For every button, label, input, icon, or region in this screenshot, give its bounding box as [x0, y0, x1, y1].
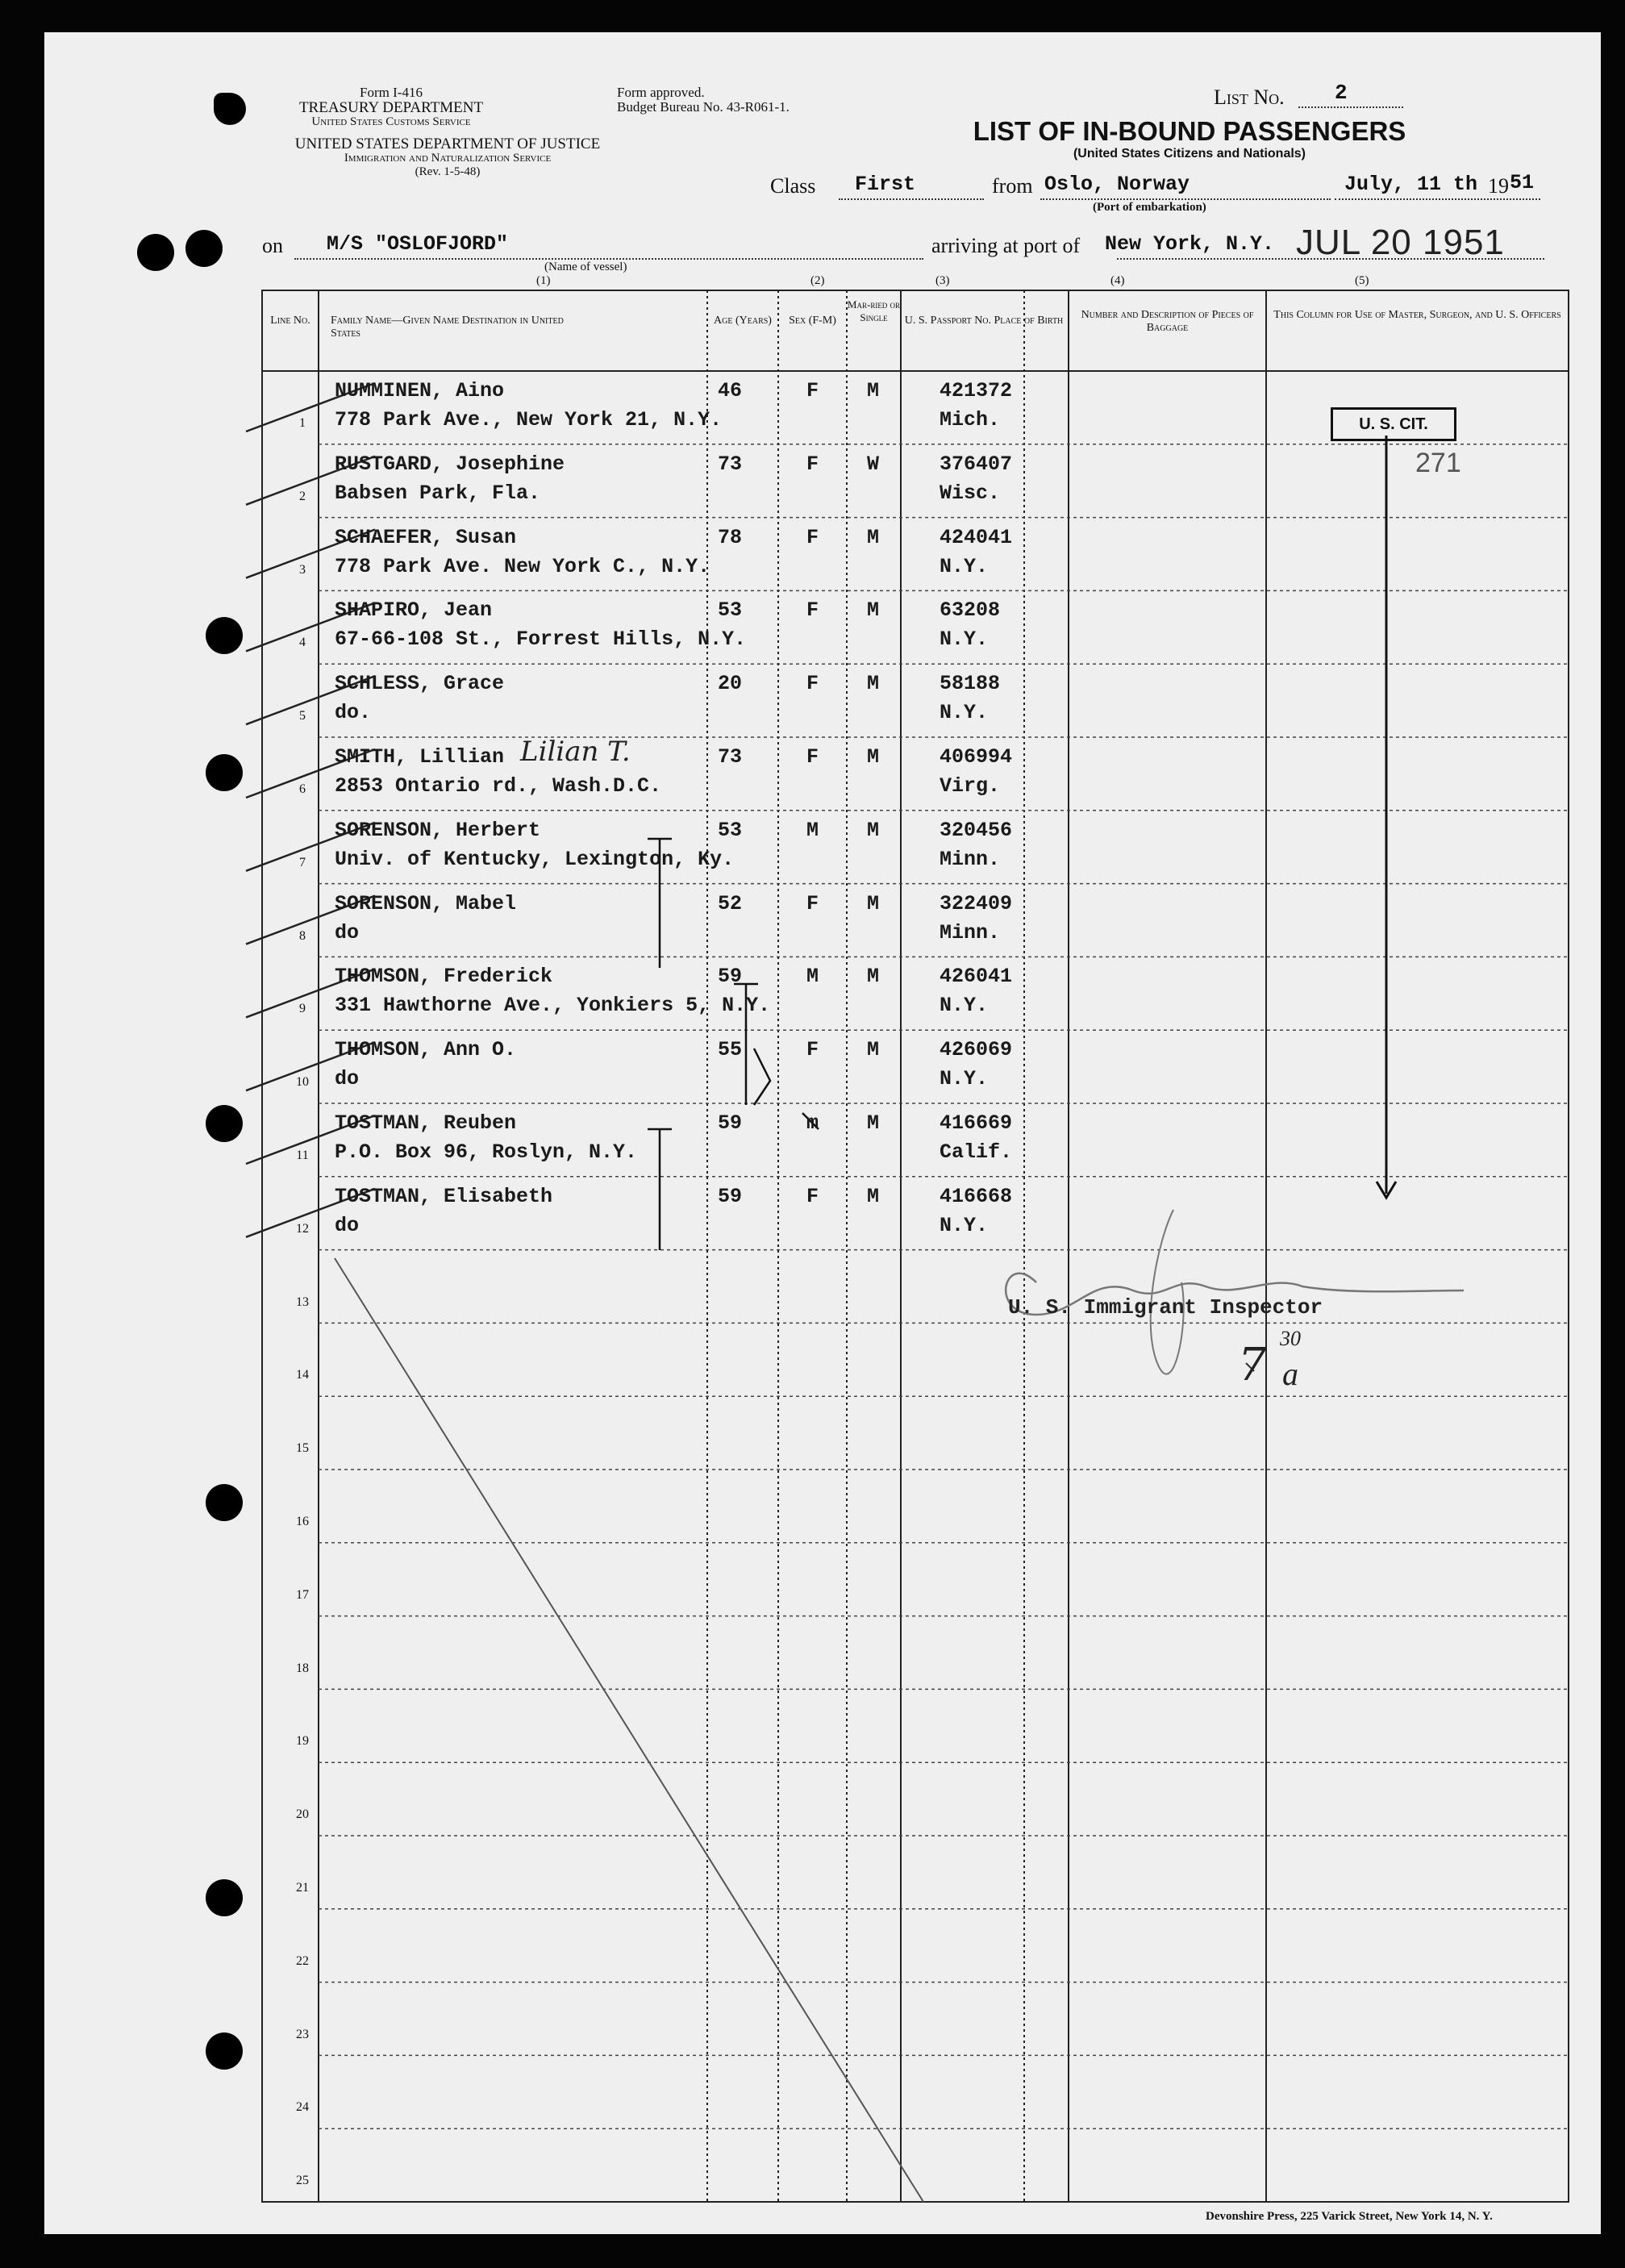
punch-hole — [206, 2032, 243, 2070]
arriving-label: arriving at port of — [931, 234, 1081, 257]
line-number: 12 — [296, 1221, 309, 1236]
passport-number: 416669 — [940, 1111, 1013, 1135]
passenger-sex: m — [806, 1111, 819, 1135]
passport-number: 426041 — [940, 965, 1013, 989]
ins-service: Immigration and Naturalization Service — [344, 152, 552, 165]
passenger-marital: M — [867, 1038, 880, 1062]
passport-number: 421372 — [940, 379, 1013, 402]
passenger-name: SCHAEFER, Susan — [335, 525, 517, 549]
col-header-name: Family Name—Given Name Destination in United States — [331, 315, 564, 340]
col-header-sex: Sex (F-M) — [789, 315, 836, 327]
revision: (Rev. 1-5-48) — [415, 165, 481, 178]
passenger-age: 52 — [718, 891, 743, 915]
col-num-1: (1) — [536, 274, 551, 287]
passenger-age: 73 — [718, 745, 743, 769]
place-of-birth: Mich. — [940, 408, 1001, 432]
col-num-3: (3) — [935, 274, 950, 287]
printer-imprint: Devonshire Press, 225 Varick Street, New York 14, N. Y. — [1206, 2210, 1493, 2223]
passenger-destination: 67-66-108 St., Forrest Hills, N.Y. — [335, 627, 747, 652]
passenger-marital: M — [867, 1111, 880, 1135]
line-number: 5 — [299, 709, 306, 723]
time-note: 7 — [1238, 1339, 1267, 1391]
customs-service: United States Customs Service — [311, 115, 471, 128]
line-number: 8 — [299, 928, 306, 943]
vessel-name: M/S "OSLOFJORD" — [327, 232, 509, 256]
place-of-birth: Calif. — [940, 1140, 1013, 1164]
passenger-name: RUSTGARD, Josephine — [335, 452, 565, 476]
passport-number: 322409 — [940, 891, 1013, 915]
form-subtitle: (United States Citizens and Nationals) — [1073, 147, 1306, 161]
passenger-sex: F — [806, 745, 819, 769]
stamp-number: 271 — [1415, 448, 1461, 478]
passenger-marital: M — [867, 379, 880, 402]
passenger-age: 46 — [718, 379, 743, 402]
list-label: List No. — [1214, 85, 1285, 109]
passport-number: 416668 — [940, 1184, 1013, 1208]
punch-hole — [206, 1105, 243, 1142]
form-approved: Form approved. — [617, 85, 705, 100]
place-of-birth: N.Y. — [940, 627, 989, 652]
passenger-sex: F — [806, 672, 819, 696]
list-number: 2 — [1335, 81, 1348, 105]
place-of-birth: N.Y. — [940, 994, 989, 1018]
line-number: 14 — [296, 1368, 309, 1382]
col-num-2: (2) — [810, 274, 825, 287]
class-label: Class — [770, 174, 816, 198]
budget-bureau: Budget Bureau No. 43-R061-1. — [617, 99, 790, 115]
passenger-age: 59 — [718, 1184, 743, 1208]
place-of-birth: Minn. — [940, 847, 1001, 871]
passport-number: 376407 — [940, 452, 1013, 476]
passenger-name: SHAPIRO, Jean — [335, 598, 493, 623]
passport-number: 63208 — [940, 598, 1001, 623]
punch-hole — [206, 754, 243, 791]
line-number: 25 — [296, 2174, 309, 2188]
us-citizen-stamp: U. S. CIT. — [1331, 407, 1456, 441]
line-number: 17 — [296, 1587, 309, 1602]
line-number: 13 — [296, 1295, 309, 1309]
place-of-birth: N.Y. — [940, 701, 989, 725]
col-num-5: (5) — [1355, 274, 1369, 287]
line-number: 22 — [296, 1953, 309, 1968]
line-number: 24 — [296, 2100, 309, 2115]
line-number: 19 — [296, 1734, 309, 1749]
arrival-date-stamp: JUL 20 1951 — [1296, 223, 1505, 262]
col-header-officers: This Column for Use of Master, Surgeon, and U. S. Officers — [1273, 309, 1561, 321]
passenger-sex: F — [806, 452, 819, 476]
line-number: 1 — [299, 416, 306, 430]
passenger-destination: 778 Park Ave. New York C., N.Y. — [335, 554, 710, 578]
class-value: First — [855, 173, 916, 196]
passenger-age: 20 — [718, 672, 743, 696]
col-header-age: Age (Years) — [714, 315, 772, 327]
passenger-sex: F — [806, 1038, 819, 1062]
passenger-destination: 2853 Ontario rd., Wash.D.C. — [335, 774, 662, 798]
passenger-destination: Babsen Park, Fla. — [335, 481, 541, 505]
year-prefix: 19 — [1488, 174, 1509, 198]
line-number: 15 — [296, 1441, 309, 1456]
passport-number: 320456 — [940, 818, 1013, 842]
place-of-birth: N.Y. — [940, 1067, 989, 1091]
line-number: 21 — [296, 1881, 309, 1895]
passenger-destination: do — [335, 1213, 360, 1237]
passenger-marital: M — [867, 672, 880, 696]
passenger-sex: F — [806, 379, 819, 402]
col-header-passport: U. S. Passport No. Place of Birth — [904, 315, 1064, 327]
passenger-name: NUMMINEN, Aino — [335, 379, 505, 402]
passport-number: 426069 — [940, 1038, 1013, 1062]
passenger-destination: 778 Park Ave., New York 21, N.Y. — [335, 408, 723, 432]
passenger-name: SCHLESS, Grace — [335, 672, 505, 696]
col-header-married: Mar-ried or Single — [847, 298, 901, 323]
passenger-destination: P.O. Box 96, Roslyn, N.Y. — [335, 1140, 638, 1164]
passenger-marital: M — [867, 745, 880, 769]
passenger-destination: Univ. of Kentucky, Lexington, Ky. — [335, 847, 735, 871]
punch-hole — [206, 617, 243, 654]
passenger-marital: M — [867, 818, 880, 842]
place-of-birth: Virg. — [940, 774, 1001, 798]
time-note-suffix: a — [1282, 1356, 1298, 1392]
col-num-4: (4) — [1110, 274, 1125, 287]
time-note-sup: 30 — [1280, 1327, 1301, 1350]
port-embark-caption: (Port of embarkation) — [1093, 201, 1206, 214]
line-number: 3 — [299, 562, 306, 577]
place-of-birth: Wisc. — [940, 481, 1001, 505]
treasury-dept: TREASURY DEPARTMENT — [298, 99, 484, 116]
passenger-name: THOMSON, Ann O. — [335, 1038, 517, 1062]
line-number: 6 — [299, 782, 306, 796]
place-of-birth: N.Y. — [940, 1213, 989, 1237]
line-number: 4 — [299, 636, 306, 650]
year-value: 51 — [1510, 171, 1535, 194]
passenger-marital: M — [867, 965, 880, 989]
passenger-destination: do — [335, 920, 360, 944]
place-of-birth: Minn. — [940, 920, 1001, 944]
form-number: Form I-416 — [360, 85, 423, 100]
passenger-name: TOSTMAN, Elisabeth — [335, 1184, 553, 1208]
line-number: 20 — [296, 1807, 309, 1822]
on-label: on — [262, 234, 283, 257]
passenger-destination: do — [335, 1067, 360, 1091]
passenger-marital: W — [867, 452, 880, 476]
passenger-age: 59 — [718, 1111, 743, 1135]
line-number: 18 — [296, 1661, 309, 1675]
table-grid — [44, 32, 1601, 2234]
col-header-line: Line No. — [270, 315, 310, 327]
passenger-sex: M — [806, 965, 819, 989]
line-number: 23 — [296, 2027, 309, 2041]
arrival-port: New York, N.Y. — [1105, 232, 1275, 256]
passenger-name: SMITH, Lillian — [335, 745, 505, 769]
passport-number: 424041 — [940, 525, 1013, 549]
passenger-name: SORENSON, Herbert — [335, 818, 541, 842]
torn-corner — [214, 93, 246, 125]
passenger-marital: M — [867, 1184, 880, 1208]
doj: UNITED STATES DEPARTMENT OF JUSTICE — [294, 135, 601, 152]
date-value: July, 11 th — [1344, 173, 1478, 196]
punch-hole — [206, 1879, 243, 1916]
passenger-name: SORENSON, Mabel — [335, 891, 517, 915]
passport-number: 58188 — [940, 672, 1001, 696]
punch-hole — [137, 234, 174, 271]
form-title: LIST OF IN-BOUND PASSENGERS — [973, 116, 1406, 146]
line-number: 16 — [296, 1515, 309, 1528]
line-number: 2 — [299, 489, 306, 503]
passenger-sex: F — [806, 598, 819, 623]
punch-hole — [185, 230, 223, 267]
vessel-caption: (Name of vessel) — [544, 261, 627, 273]
passenger-sex: F — [806, 891, 819, 915]
passenger-age: 73 — [718, 452, 743, 476]
passenger-destination: 331 Hawthorne Ave., Yonkiers 5, N.Y. — [335, 994, 771, 1018]
place-of-birth: N.Y. — [940, 554, 989, 578]
passenger-name: THOMSON, Frederick — [335, 965, 553, 989]
passport-number: 406994 — [940, 745, 1013, 769]
passenger-sex: F — [806, 525, 819, 549]
passenger-sex: F — [806, 1184, 819, 1208]
passenger-age: 55 — [718, 1038, 743, 1062]
handwritten-name-correction: Lilian T. — [520, 736, 631, 768]
passenger-age: 78 — [718, 525, 743, 549]
passenger-age: 53 — [718, 598, 743, 623]
line-number: 9 — [299, 1002, 306, 1016]
passenger-age: 53 — [718, 818, 743, 842]
passenger-marital: M — [867, 891, 880, 915]
passenger-age: 59 — [718, 965, 743, 989]
passenger-marital: M — [867, 598, 880, 623]
passenger-name: TOSTMAN, Reuben — [335, 1111, 517, 1135]
passenger-destination: do. — [335, 701, 372, 725]
line-number: 7 — [299, 855, 306, 869]
punch-hole — [206, 1484, 243, 1521]
passenger-sex: M — [806, 818, 819, 842]
col-header-baggage: Number and Description of Pieces of Baggage — [1081, 309, 1254, 334]
line-number: 10 — [296, 1075, 309, 1090]
manifest-page — [44, 32, 1601, 2234]
passenger-marital: M — [867, 525, 880, 549]
from-label: from — [992, 174, 1033, 198]
inspector-title: U. S. Immigrant Inspector — [1008, 1295, 1323, 1320]
from-value: Oslo, Norway — [1044, 173, 1190, 196]
line-number: 11 — [296, 1149, 309, 1162]
